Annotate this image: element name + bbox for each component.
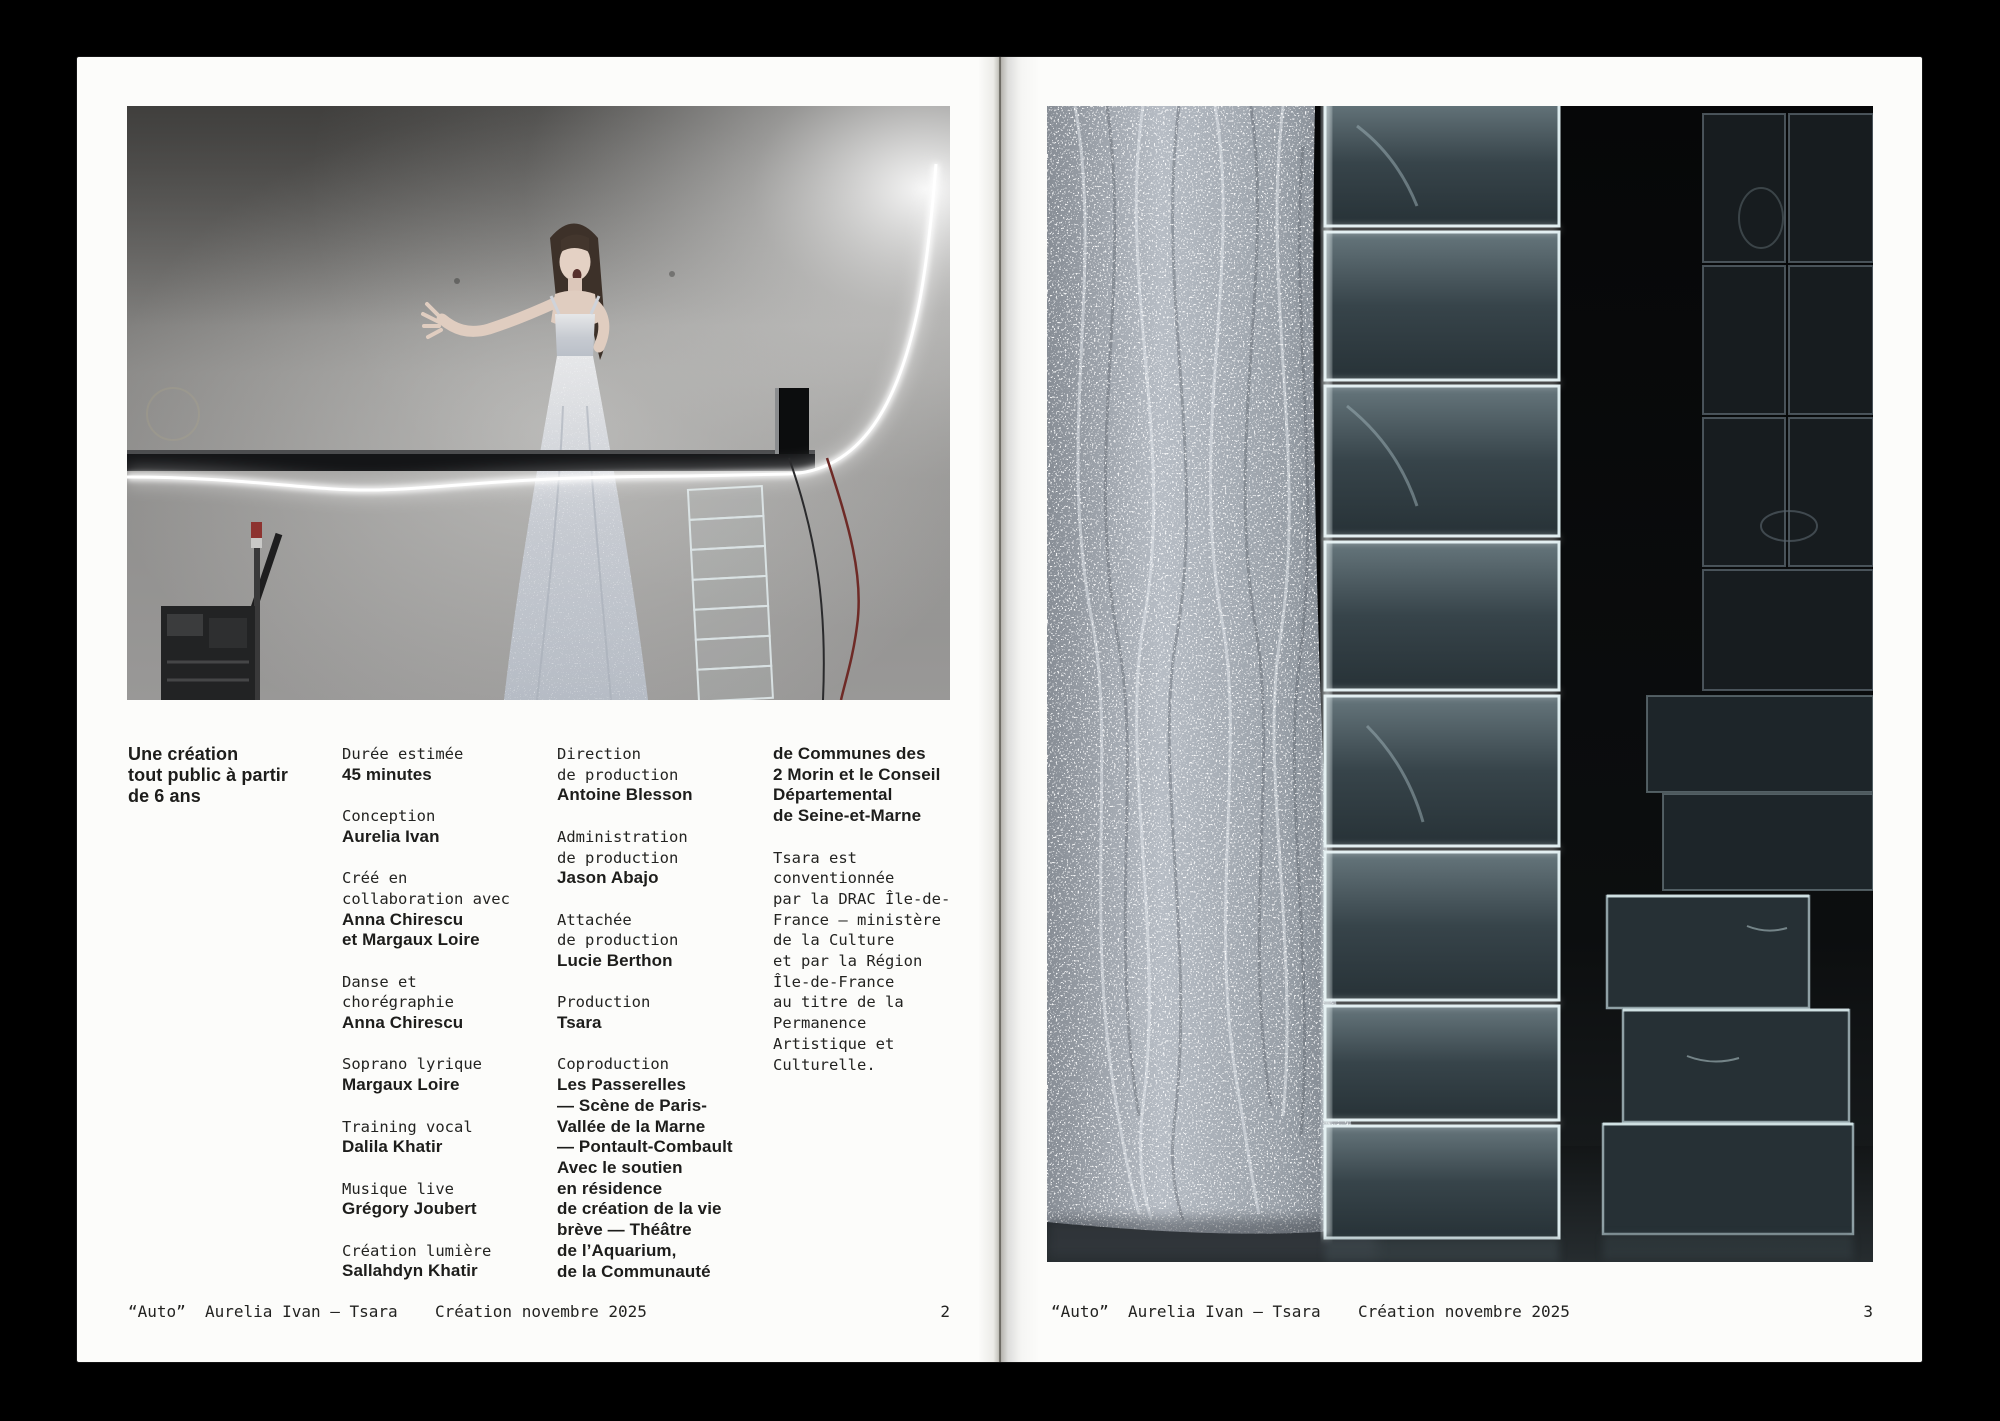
credit-label-line: Durée estimée — [342, 745, 464, 763]
credit-block — [342, 1241, 548, 1282]
credit-block — [342, 1054, 548, 1095]
credit-label-line: par la DRAC Île-de- — [773, 889, 951, 908]
credit-label-line: de production — [557, 931, 679, 950]
credit-value-line: de l’Aquarium, — [557, 1240, 677, 1260]
credit-value-line: Une création — [128, 744, 239, 764]
credit-column-3 — [557, 744, 763, 1303]
credit-block — [342, 744, 548, 785]
credit-value-line: — Pontault-Combault — [557, 1137, 733, 1157]
credit-label-line: Administration — [557, 827, 688, 846]
credit-block — [557, 827, 763, 889]
credit-label-line: Artistique et — [773, 1034, 895, 1053]
credit-block — [342, 806, 548, 847]
glass-block-column-dark — [1703, 114, 1873, 690]
credit-label-line: Permanence — [773, 1014, 867, 1033]
singer-photo-illustration — [127, 106, 950, 700]
credit-block — [342, 1179, 548, 1220]
credit-block — [557, 744, 763, 806]
credits-columns — [128, 744, 978, 1304]
beam-top-edge — [127, 450, 815, 454]
credit-value-line: brève — Théâtre — [557, 1220, 692, 1240]
stage-photo-glass-blocks — [1047, 106, 1873, 1262]
credit-value-line: Dalila Khatir — [342, 1137, 443, 1157]
credit-value-line: Vallée de la Marne — [557, 1116, 706, 1136]
credit-label-line: Musique live — [342, 1179, 454, 1198]
credit-label-line: Création lumière — [342, 1241, 492, 1260]
glass-block-wide-rows — [1647, 696, 1873, 890]
glass-blocks-photo-illustration — [1047, 106, 1873, 1262]
credit-label-line: Production — [557, 993, 651, 1012]
credit-value-line: Anna Chirescu — [342, 909, 464, 929]
credit-label-line: au titre de la — [773, 993, 904, 1012]
credit-label-line: de production — [557, 765, 679, 784]
credit-label-line: Île-de-France — [773, 972, 895, 991]
credit-column-2 — [342, 744, 548, 1303]
stage-photo-singer — [127, 106, 950, 700]
credit-value-line: Sallahdyn Khatir — [342, 1261, 478, 1281]
footer-title: “Auto” — [1051, 1302, 1109, 1321]
credit-value-line: Anna Chirescu — [342, 1013, 464, 1033]
credit-label-line: France — ministère — [773, 910, 941, 929]
footer-author: Aurelia Ivan — Tsara — [1128, 1302, 1321, 1321]
credit-block — [773, 744, 979, 827]
glass-ladder — [688, 486, 773, 700]
credit-label-line: de production — [557, 848, 679, 867]
credit-value-line: Margaux Loire — [342, 1075, 460, 1095]
credit-label-line: Training vocal — [342, 1117, 473, 1136]
black-box-on-beam — [775, 388, 809, 454]
credit-block — [342, 972, 548, 1034]
page-number: 2 — [940, 1302, 950, 1321]
credit-block — [342, 868, 548, 951]
credit-block — [773, 848, 979, 1076]
credit-label-line: conventionnée — [773, 869, 895, 888]
footer-title: “Auto” — [128, 1302, 186, 1321]
right-page — [1000, 57, 1922, 1362]
credit-value-line: Lucie Berthon — [557, 951, 673, 970]
credit-block — [557, 910, 763, 972]
credit-label-line: Attachée — [557, 910, 632, 929]
booklet-spread — [77, 57, 1922, 1362]
credit-label-line: Tsara est — [773, 848, 857, 867]
footer-creation: Création novembre 2025 — [435, 1302, 647, 1321]
credit-label-line: Coproduction — [557, 1055, 669, 1074]
credit-label-line: Direction — [557, 745, 641, 763]
credit-value-line: et Margaux Loire — [342, 930, 480, 950]
credit-label-line: chorégraphie — [342, 993, 454, 1012]
credit-value-line: Grégory Joubert — [342, 1199, 477, 1219]
credit-value-line: de création de la vie — [557, 1199, 722, 1219]
footer-author: Aurelia Ivan — Tsara — [205, 1302, 398, 1321]
credit-value-line: — Scène de Paris- — [557, 1095, 708, 1115]
credit-value-line: de la Communauté — [557, 1261, 711, 1281]
credit-label-line: Danse et — [342, 972, 417, 991]
credit-value-line: Départemental — [773, 785, 893, 805]
credit-value-line: tout public à partir — [128, 765, 289, 785]
credit-label-line: Conception — [342, 807, 436, 826]
credit-block — [128, 744, 334, 807]
credit-label-line: Culturelle. — [773, 1055, 876, 1074]
credit-value-line: Les Passerelles — [557, 1075, 687, 1095]
credit-value-line: Tsara — [557, 1013, 602, 1033]
credit-label-line: et par la Région — [773, 952, 923, 971]
left-page — [77, 57, 1000, 1362]
credit-value-line: Jason Abajo — [557, 868, 659, 888]
credit-block — [557, 1054, 763, 1282]
credit-column-1 — [128, 744, 334, 828]
credit-value-line: de Communes des — [773, 744, 926, 763]
credit-value-line: Avec le soutien — [557, 1158, 683, 1177]
red-pole-tip — [251, 522, 262, 538]
credit-value-line: 45 minutes — [342, 764, 432, 784]
glass-block-column-bright — [1323, 106, 1559, 1262]
credit-label-line: collaboration avec — [342, 889, 510, 908]
credit-value-line: de Seine-et-Marne — [773, 806, 922, 826]
credit-block — [557, 992, 763, 1033]
credit-label-line: de la Culture — [773, 931, 895, 950]
credit-label-line: Créé en — [342, 869, 408, 888]
credit-value-line: en résidence — [557, 1178, 663, 1198]
page-number: 3 — [1863, 1302, 1873, 1321]
credit-column-4 — [773, 744, 979, 1096]
credit-value-line: 2 Morin et le Conseil — [773, 764, 941, 784]
credit-value-line: Aurelia Ivan — [342, 826, 440, 846]
footer-creation: Création novembre 2025 — [1358, 1302, 1570, 1321]
credit-block — [342, 1117, 548, 1158]
credit-value-line: de 6 ans — [128, 786, 201, 806]
credit-label-line: Soprano lyrique — [342, 1055, 482, 1074]
credit-value-line: Antoine Blesson — [557, 785, 693, 805]
